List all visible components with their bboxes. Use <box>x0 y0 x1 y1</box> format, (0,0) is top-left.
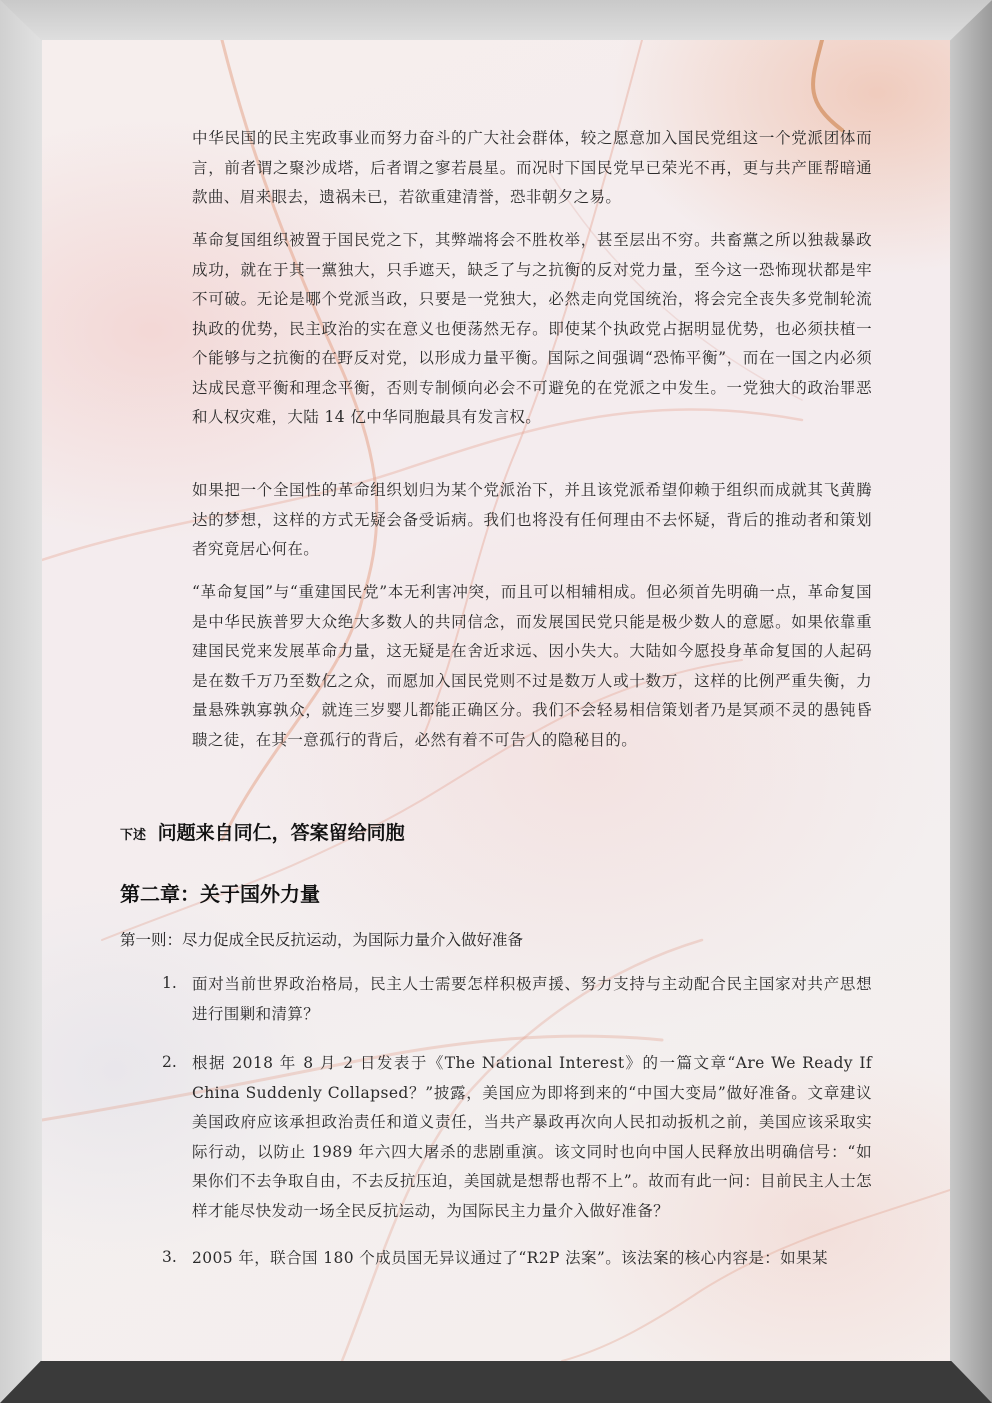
chapter-title: 第二章：关于国外力量 <box>120 882 320 906</box>
frame-right-bevel <box>950 0 992 1403</box>
section-aside-heading <box>120 818 405 845</box>
frame-bottom-bevel <box>0 1361 992 1403</box>
list-item: 面对当前世界政治格局，民主人士需要怎样积极声援、努力支持与主动配合民主国家对共产思想进行围剿和清算？ <box>192 975 872 1023</box>
list-item: 根据 2018 年 8 月 2 日发表于《The National Interest》的一篇文章“Are We Ready If China Suddenly Collapsed？”披露，美国应为即将到来的“中国大变局”做好准备。文章建议美国政府应该承担政治责任和道义责任，当共产暴政再次向人民扣动扳机之前，美国应该采取实际行动，以防止 1989 年六四大屠杀的悲剧重演。该文同时也向中国人民释放出明确信号：“如果你们不去争取自由，不去反抗压迫，美国就是想帮也帮不上”。故而有此一问：目前民主人士怎样才能尽快发动一场全民反抗运动，为国际民主力量介入做好准备？ <box>192 1054 872 1220</box>
list-item-number: 2. <box>162 1053 177 1071</box>
paragraph: “革命复国”与“重建国民党”本无利害冲突，而且可以相辅相成。但必须首先明确一点，革命复国是中华民族普罗大众绝大多数人的共同信念，而发展国民党只能是极少数人的意愿。如果依靠重建国民党来发展革命力量，这无疑是在舍近求远、因小失大。大陆如今愿投身革命复国的人起码是在数千万乃至数亿之众，而愿加入国民党则不过是数万人或十数万，这样的比例严重失衡，力量悬殊孰寡孰众，就连三岁婴儿都能正确区分。我们不会轻易相信策划者乃是冥顽不灵的愚钝昏聩之徒，在其一意孤行的背后，必然有着不可告人的隐秘目的。 <box>192 583 872 749</box>
list-item: 2005 年，联合国 180 个成员国无异议通过了“R2P 法案”。该法案的核心内容是：如果某 <box>192 1249 828 1267</box>
frame-top-bevel <box>0 0 992 40</box>
aside-title: 问题来自同仁，答案留给同胞 <box>157 822 405 844</box>
paragraph: 如果把一个全国性的革命组织划归为某个党派治下，并且该党派希望仰赖于组织而成就其飞黄腾达的梦想，这样的方式无疑会备受诟病。我们也将没有任何理由不去怀疑，背后的推动者和策划者究竟居心何在。 <box>192 481 872 558</box>
list-item-number: 1. <box>162 974 177 992</box>
paragraph: 中华民国的民主宪政事业而努力奋斗的广大社会群体，较之愿意加入国民党组这一个党派团体而言，前者谓之聚沙成塔，后者谓之寥若晨星。而况时下国民党早已荣光不再，更与共产匪帮暗通款曲、眉来眼去，遗祸未已，若欲重建清誉，恐非朝夕之易。 <box>192 129 872 206</box>
paragraph: 革命复国组织被置于国民党之下，其弊端将会不胜枚举，甚至层出不穷。共畜黨之所以独裁暴政成功，就在于其一黨独大，只手遮天，缺乏了与之抗衡的反对党力量，至今这一恐怖现状都是牢不可破。无论是哪个党派当政，只要是一党独大，必然走向党国统治，将会完全丧失多党制轮流执政的优势，民主政治的实在意义也便荡然无存。即使某个执政党占据明显优势，也必须扶植一个能够与之抗衡的在野反对党，以形成力量平衡。国际之间强调“恐怖平衡”，而在一国之内必须达成民意平衡和理念平衡，否则专制倾向必会不可避免的在党派之中发生。一党独大的政治罪恶和人权灾难，大陆 14 亿中华同胞最具有发言权。 <box>192 231 872 426</box>
frame-left-bevel <box>0 0 42 1403</box>
rule-title: 第一则：尽力促成全民反抗运动，为国际力量介入做好准备 <box>120 931 524 949</box>
list-item-number: 3. <box>162 1248 177 1266</box>
document-page <box>42 40 950 1361</box>
aside-prefix: 下述 <box>120 828 147 843</box>
